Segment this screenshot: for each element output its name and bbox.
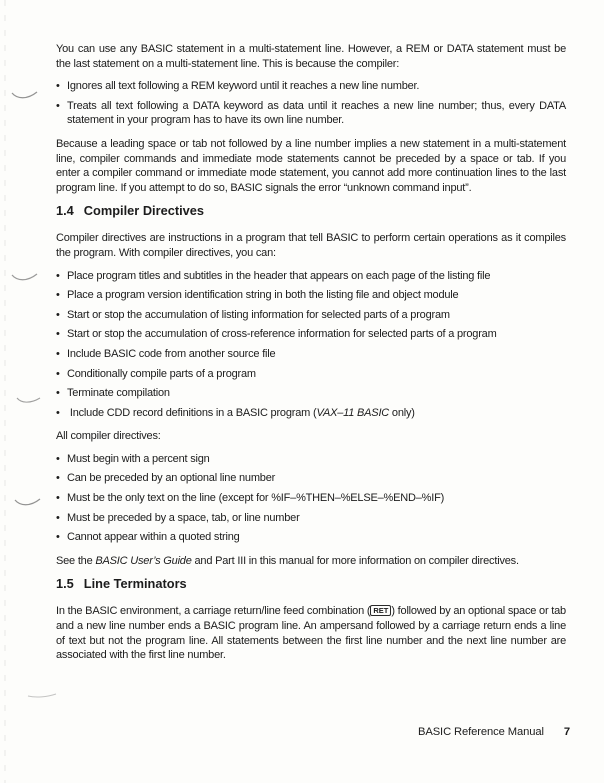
margin-pen-mark [13, 496, 43, 510]
text-segment: See the [56, 554, 96, 567]
bullet-item: • Ignores all text following a REM keyword until it reaches a new line number. [56, 79, 566, 94]
margin-pen-mark [26, 689, 58, 701]
section-heading-compiler-directives [56, 203, 566, 218]
bullet-item: • Start or stop the accumulation of listing information for selected parts of a program [56, 308, 566, 323]
return-key-symbol: RET [370, 605, 391, 616]
text-segment: ) followed by an optional space or tab and a new line number ends a BASIC program line. An ampersand followed by a carriage return ends a line of text but not the program line. All statements between the first line number and the next line number are associated with the first line number. [56, 605, 566, 662]
footer-page-number: 7 [563, 726, 570, 738]
bullet-item: • Place program titles and subtitles in the header that appears on each page of the listing file [56, 269, 566, 284]
text-segment: only) [389, 406, 415, 419]
bullet-item: • Cannot appear within a quoted string [56, 530, 566, 545]
bullet-item: • Terminate compilation [56, 386, 566, 401]
section-number: 1.5 [56, 576, 74, 592]
bullet-item: • Place a program version identification string in both the listing file and object module [56, 288, 566, 303]
footer-manual-title: BASIC Reference Manual [417, 726, 544, 738]
italic-book-title: BASIC User’s Guide [95, 554, 192, 567]
italic-product-name: VAX–11 BASIC [316, 406, 390, 419]
paragraph-multi-statement: You can use any BASIC statement in a multi-statement line. However, a REM or DATA statement must be the last statement on a multi-statement line. This is because the compiler: [56, 43, 566, 70]
rule-bullet-list [56, 452, 566, 545]
bullet-item: • Conditionally compile parts of a program [56, 367, 566, 382]
paragraph-all-directives: All compiler directives: [56, 430, 161, 443]
section-title: Compiler Directives [83, 203, 204, 219]
page-content [56, 42, 566, 671]
paragraph-see-also [56, 554, 566, 569]
section-heading-line-terminators [56, 576, 566, 591]
bullet-item: • Must be the only text on the line (except for %IF–%THEN–%ELSE–%END–%IF) [56, 491, 566, 506]
paragraph-line-terminators [56, 604, 566, 662]
bullet-item: • Can be preceded by an optional line number [56, 471, 566, 486]
scan-edge-artifact [4, 0, 6, 783]
page-footer [418, 726, 570, 738]
bullet-item: • Include BASIC code from another source file [56, 347, 566, 362]
section-title: Line Terminators [83, 576, 187, 592]
paragraph-directives-intro: Compiler directives are instructions in a program that tell BASIC to perform certain operations as it compiles the program. With compiler directives, you can: [56, 232, 566, 259]
text-segment: Include CDD record definitions in a BASIC program ( [69, 406, 317, 419]
intro-bullet-list [56, 79, 566, 128]
margin-pen-mark [10, 270, 40, 284]
text-segment: and Part III in this manual for more information on compiler directives. [191, 554, 519, 567]
bullet-item-cdd [56, 406, 566, 421]
bullet-item: • Start or stop the accumulation of cross-reference information for selected parts of a program [56, 327, 566, 342]
capability-bullet-list [56, 269, 566, 421]
bullet-item: • Must be preceded by a space, tab, or line number [56, 511, 566, 526]
bullet-item: • Must begin with a percent sign [56, 452, 566, 467]
margin-pen-mark [10, 88, 40, 102]
margin-pen-mark [15, 394, 43, 408]
bullet-item: • Treats all text following a DATA keyword as data until it reaches a new line number; thus, every DATA statement in your program has to have its own line number. [56, 99, 566, 128]
paragraph-leading-space: Because a leading space or tab not followed by a line number implies a new statement in a multi-statement line, compiler commands and immediate mode statements cannot be preceded by a space or tab. If you enter a compiler command or immediate mode statement, you cannot add more continuation lines to the last program line. If you attempt to do so, BASIC signals the error “unknown command input”. [56, 137, 566, 194]
section-number: 1.4 [56, 203, 74, 219]
text-segment: In the BASIC environment, a carriage return/line feed combination ( [56, 605, 371, 618]
